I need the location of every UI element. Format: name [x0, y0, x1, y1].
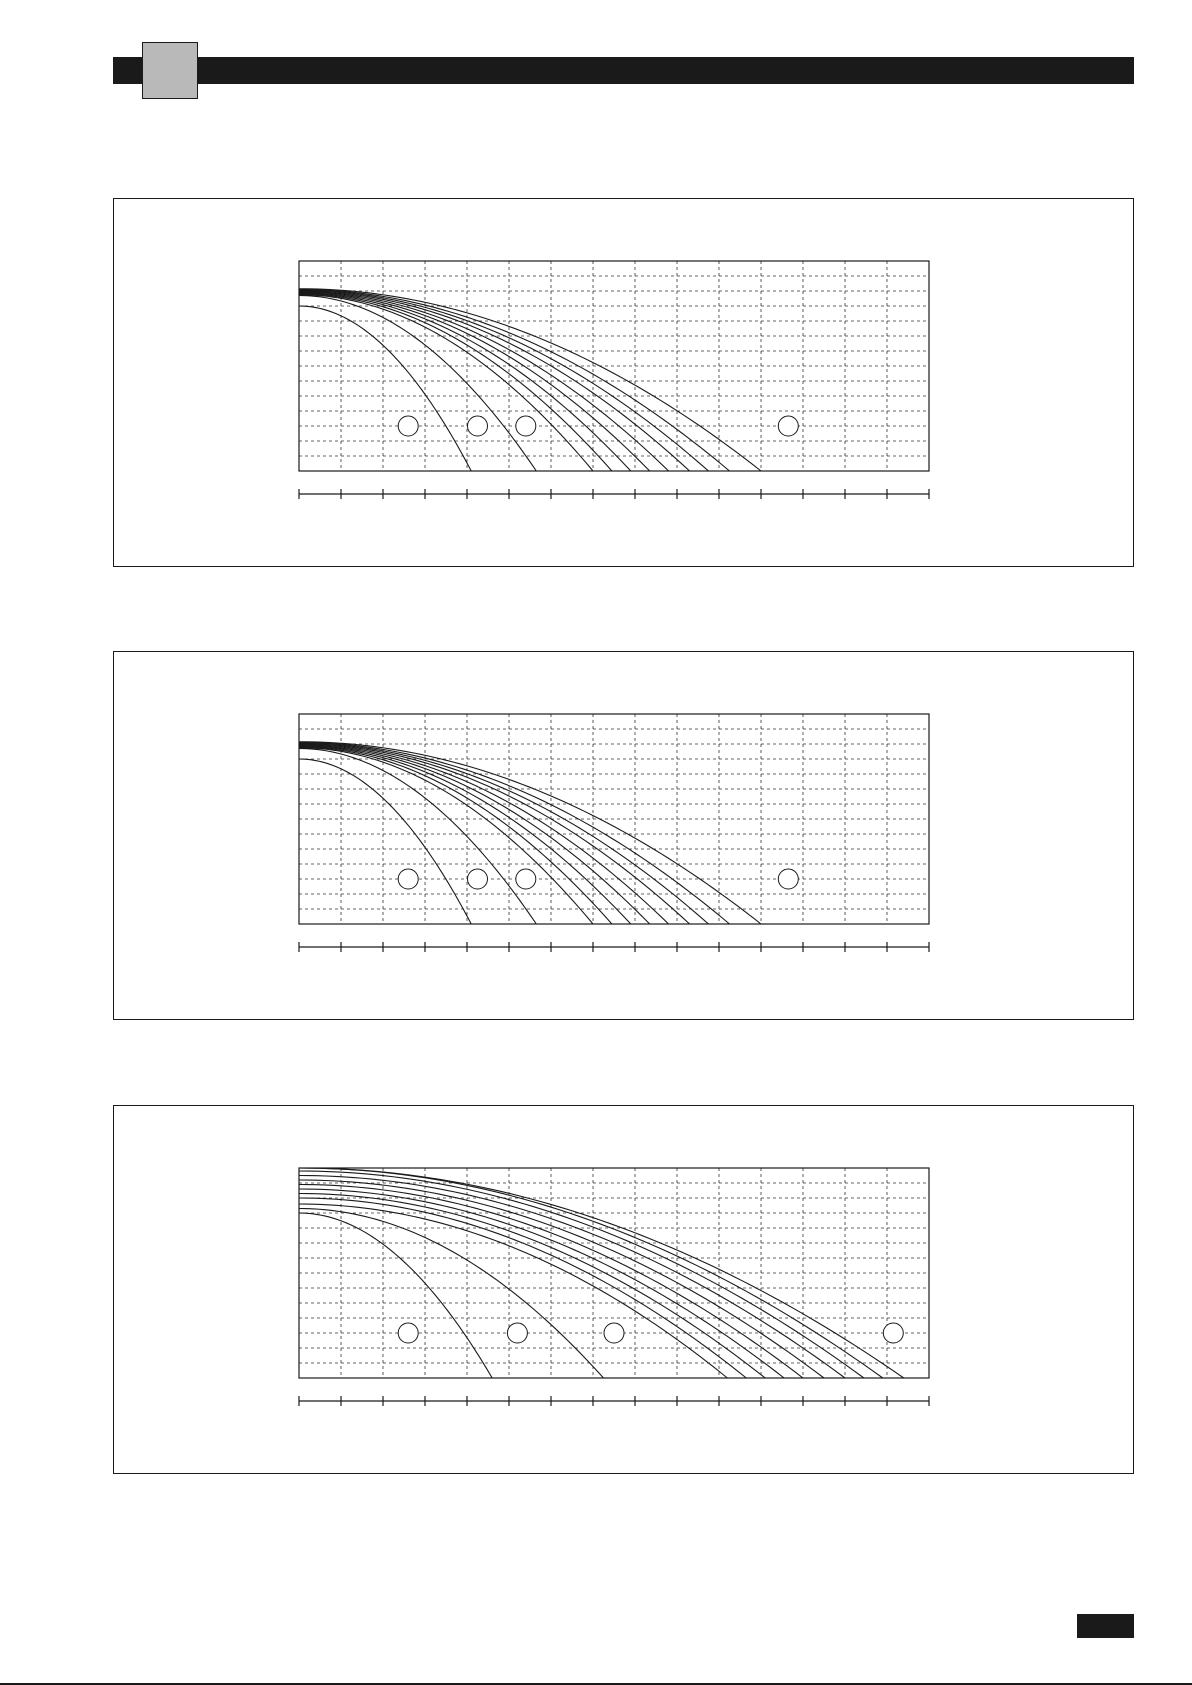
- chart-frame-1: [113, 198, 1134, 567]
- curve-marker-4: [778, 416, 798, 436]
- curve-marker-2: [468, 869, 488, 889]
- page-number-tab: [1077, 1614, 1134, 1638]
- series-line-2: [299, 296, 536, 472]
- series-line-3: [299, 1204, 727, 1378]
- curve-marker-1: [398, 416, 418, 436]
- series-line-4: [299, 294, 612, 471]
- series-line-10: [299, 290, 730, 472]
- curve-marker-4: [778, 869, 798, 889]
- series-line-10: [299, 743, 730, 925]
- header-bar: [113, 57, 1134, 84]
- chart-3: [114, 1106, 1135, 1475]
- series-line-6: [299, 1189, 784, 1378]
- curve-marker-3: [516, 869, 536, 889]
- section-tab: [142, 42, 198, 99]
- chart-frame-3: [113, 1105, 1134, 1474]
- curve-marker-1: [398, 1323, 418, 1343]
- chart-frame-2: [113, 651, 1134, 1020]
- curve-marker-3: [516, 416, 536, 436]
- chart-2: [114, 652, 1135, 1021]
- series-line-2: [299, 1209, 604, 1379]
- series-line-4: [299, 747, 612, 924]
- series-line-5: [299, 1194, 765, 1379]
- series-line-2: [299, 749, 536, 925]
- series-line-1: [299, 1213, 492, 1378]
- curve-marker-1: [398, 869, 418, 889]
- curve-marker-2: [468, 416, 488, 436]
- curve-marker-2: [507, 1323, 527, 1343]
- chart-1: [114, 199, 1135, 568]
- series-line-1: [299, 759, 471, 924]
- series-line-10: [299, 1171, 864, 1378]
- series-line-1: [299, 306, 471, 471]
- curve-marker-4: [883, 1323, 903, 1343]
- curve-marker-3: [604, 1323, 624, 1343]
